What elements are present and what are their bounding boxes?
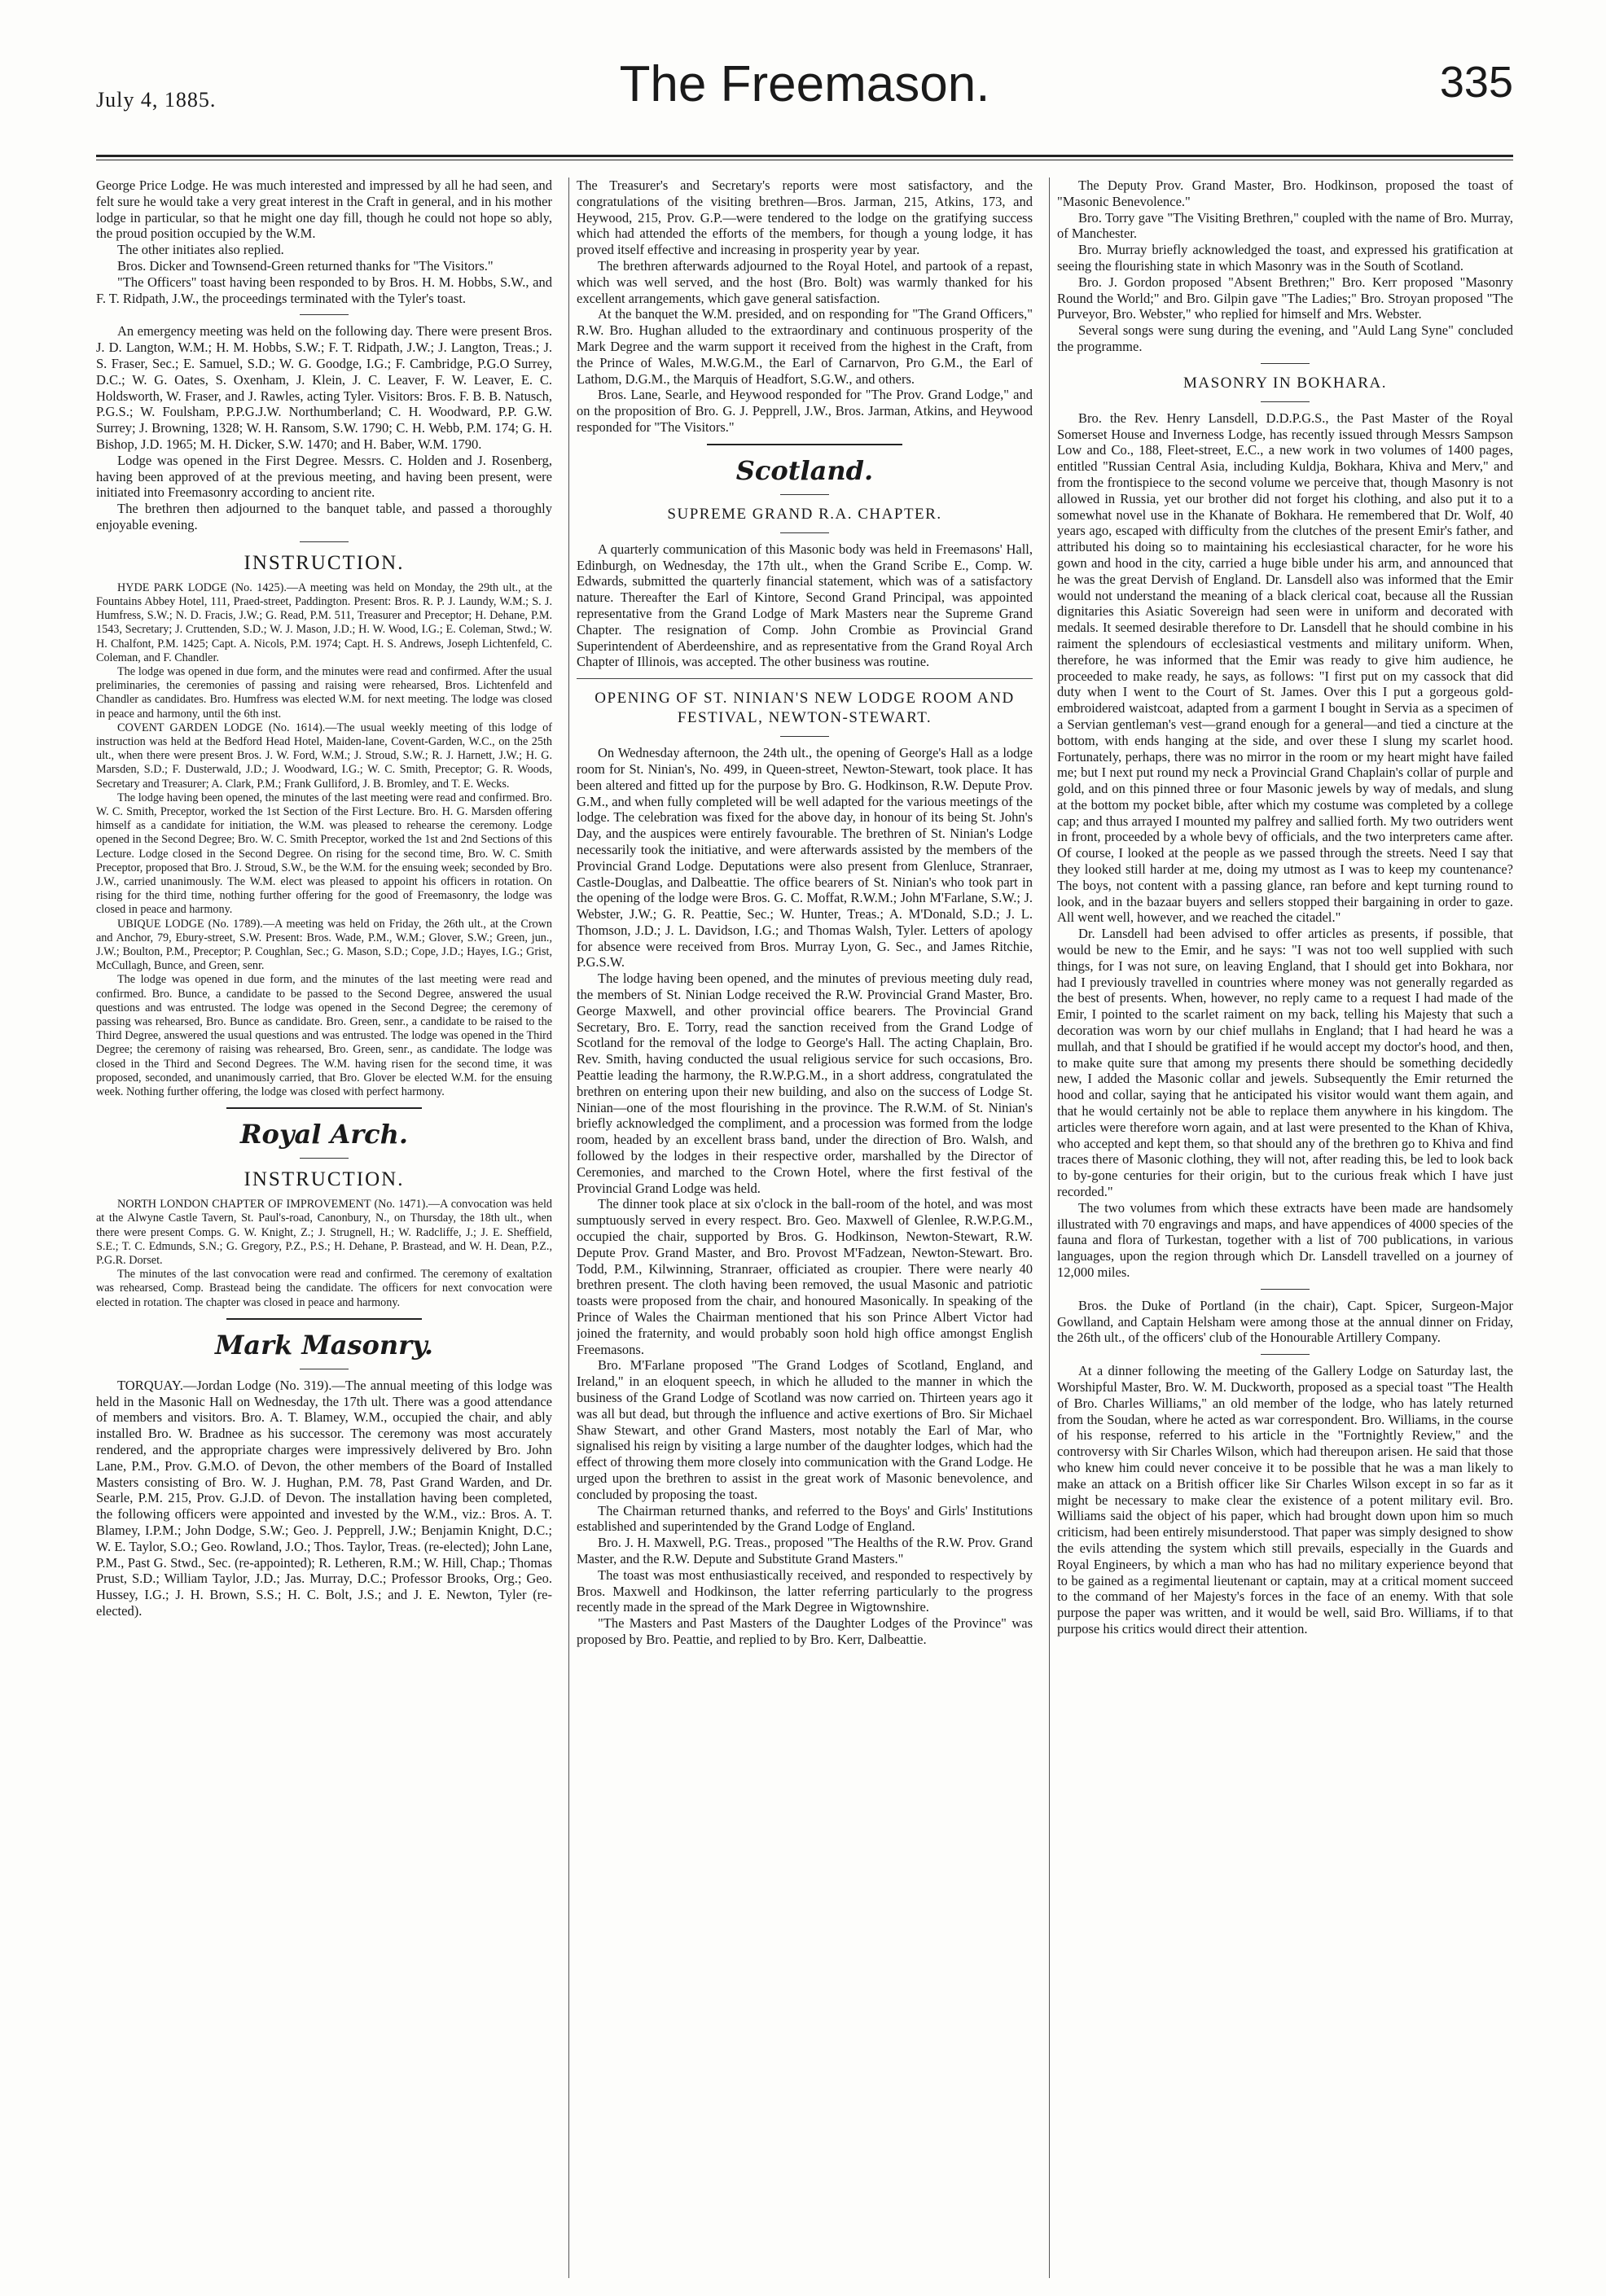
issue-date: July 4, 1885. — [96, 88, 217, 112]
paragraph: Bros. Dicker and Townsend-Green returned thanks for "The Visitors." — [117, 257, 494, 274]
report-paragraph: HYDE PARK LODGE (No. 1425).—A meeting was held on Monday, the 29th ult., at the Fountains Abbey Hotel, 111, Praed-street, Paddington. Present: Bros. R. P. J. Laundy, W.M.; S. J. Humfress, S.W.; N. D. Fracis, J.W.; G. Read, P.M. 511, Treasurer and Preceptor; H. Dehane, P.M. 1543, Secretary; J. Cruttenden, S.D.; W. J. Mason, J.D.; H. W. Wood, I.G.; E. Coleman, Stwd.; W. H. Chalfont, P.M. 1425; Capt. A. Nicols, P.M. 1974; Capt. H. S. Andrews, Joseph Lichtenfeld, C. Coleman, and F. Chandler. — [96, 581, 552, 664]
divider — [577, 678, 1033, 679]
paragraph: The brethren then adjourned to the banquet table, and passed a thoroughly enjoyable evening. — [96, 501, 552, 532]
paragraph: Bro. the Rev. Henry Lansdell, D.D.P.G.S., the Past Master of the Royal Somerset House and Inverness Lodge, has recently issued through Messrs Sampson Low and Co., 188, Fleet-street, E.C., a new work in two volumes of 1400 pages, entitled "Russian Central Asia, including Kuldja, Bokhara, Khiva and Merv," and from the frontispiece to the second volume we perceive that, though Masonry is not allowed in Russia, yet our brother did not forget his clothing, and also put it to a somewhat novel use in the Khanate of Bokhara. He remembered that Dr. Wolf, 40 years ago, escaped with difficulty from the clutches of the present Emir's father, and attributed his doing so to maintaining his ecclesiastical character, for he wore his gown and hood in the city, carried a huge bible under his arm, and announced that he was the great Dervish of England. Dr. Lansdell also was informed that the Emir would not understand the meaning of a black clerical coat, because all the Russian dignitaries this Asiatic Sovereign had seen were in uniform and decorated with medals. It seemed desirable therefore to Dr. Lansdell that he should combine in his raiment the splendours of ecclesiastical vestments and military uniform. When, therefore, he was informed that the Emir was ready to give him audience, he proceeded to make ready, he says, as follows: "I first put on my cassock that did duty when I went to the Court of St. James. Over this I put a gorgeous gold-embroidered waistcoat, adapted from a garment I bought in Servia as a specimen of a Servian gentleman's vest—grand enough for a general—and tied a cincture at the bottom, with ends hanging at the side, and over these I slung my scarlet hood. Fortunately, perhaps, there was no mirror in the room or my heart might have failed me; but I next put round my neck a Provincial Grand Chaplain's collar of purple and gold, and on this pinned three or four Masonic jewels by way of medals, and slung at the bottom my pocket bible, after which my costume was completed by a college cap; and thus arrayed I mounted my palfrey and sallied forth. My two outriders went in front, proceeded by a whole bevy of officials, and the two interpreters came after. Of course, I looked at the people as we passed through the streets. Need I say that they looked still harder at me, doing my utmost as I was to keep my countenance? The boys, not content with a passing glance, ran before and kept turning round to look, and in the bazaar buyers and sellers stopped their bargaining in order to gaze. All went well, however, and we reached the citadel." — [1057, 410, 1513, 926]
section-heading-royal-arch: Royal Arch. — [239, 1119, 409, 1150]
paragraph: George Price Lodge. He was much interested and impressed by all he had seen, and felt sure he would take a very great interest in the Craft in general, and in his mother lodge in particular, so that he might one day fill, though he could not hope so ably, the proud position occupied by the W.M. — [96, 177, 552, 242]
divider — [226, 1107, 422, 1109]
divider — [707, 444, 902, 445]
paragraph: A quarterly communication of this Masonic body was held in Freemasons' Hall, Edinburgh, on Wednesday, the 17th ult., when the Grand Scribe E., Comp. W. Edwards, submitted the quarterly financial statement, which was of a satisfactory nature. Thereafter the Earl of Kintore, Second Grand Principal, was appointed representative from the Grand Lodge of Mark Masters near the Supreme Grand Chapter. The resignation of Comp. John Crombie as Provincial Grand Superintendent of Aberdeenshire, and as representative from the Grand Royal Arch Chapter of Illinois, was accepted. The other business was routine. — [577, 541, 1033, 670]
paragraph: Bro. J. H. Maxwell, P.G. Treas., proposed "The Healths of the R.W. Prov. Grand Master, and the R.W. Depute and Substitute Grand Masters." — [577, 1535, 1033, 1566]
paragraph: The toast was most enthusiastically received, and responded to respectively by Bros. Maxwell and Hodkinson, the latter referring particularly to the progress recently made in the spread of the Mark Degree in Wigtownshire. — [577, 1566, 1033, 1615]
divider — [300, 314, 349, 315]
paragraph: The brethren afterwards adjourned to the Royal Hotel, and partook of a repast, which was well served, and the host (Bro. Bolt) was warmly thanked for his excellent arrangements, which gave general satisfaction. — [577, 257, 1033, 306]
paragraph: The Treasurer's and Secretary's reports were most satisfactory, and the congratulations of the visiting brethren—Bros. Jarman, 215, Atkins, 173, and Heywood, 215, Prov. G.P.—were tendered to the lodge on the gratifying success which had attended the efforts of the members, for though a young lodge, it has proved itself effective and increasing in prosperity year by year. — [577, 177, 1033, 258]
divider — [1261, 401, 1310, 402]
paragraph: The two volumes from which these extracts have been made are handsomely illustrated with 70 engravings and maps, and have appendices of 4000 species of the fauna and flora of Turkestan, together with a list of 700 publications, in various languages, upon the region through which Dr. Lansdell travelled on a journey of 12,000 miles. — [1057, 1199, 1513, 1280]
paragraph: "The Masters and Past Masters of the Daughter Lodges of the Province" was proposed by Bro. Peattie, and replied to by Bro. Kerr, Dalbeattie. — [577, 1615, 1033, 1647]
paragraph: TORQUAY.—Jordan Lodge (No. 319).—The annual meeting of this lodge was held in the Masonic Hall on Wednesday, the 17th ult. There was a good attendance of members and visitors. Bro. A. T. Blamey, W.M., occupied the chair, and ably installed Bro. W. Bradnee as his successor. The ceremony was most accurately rendered, and the appropriate charges were impressively delivered by Bro. John Lane, P.M., Prov. G.M.O. of Devon, the other members of the Board of Installed Masters consisting of Bro. W. J. Hughan, P.M. 78, Past Grand Warden, and Dr. Searle, P.M. 215, Prov. G.J.D. of Devon. The installation having been completed, the following officers were appointed and invested by the W.M., viz.: Bros. A. T. Blamey, I.P.M.; John Dodge, S.W.; Geo. J. Pepprell, J.W.; Benjamin Knight, D.C.; W. E. Taylor, S.O.; Geo. Rowland, J.O.; Thos. Taylor, Treas. (re-elected); John Lane, P.M., Past G. Stwd., Sec. (re-appointed); R. Letheren, R.M.; W. Hill, Chap.; Thomas Prust, S.D.; William Taylor, J.D.; Jas. Murray, D.C.; Professor Brooks, Org.; Geo. Hussey, I.G.; J. H. Brown, S.S.; H. C. Bolt, J.S.; and J. E. Newton, Tyler (re-elected). — [96, 1377, 552, 1619]
divider — [226, 1318, 422, 1320]
paragraph: An emergency meeting was held on the following day. There were present Bros. J. D. Langton, W.M.; H. M. Hobbs, S.W.; F. T. Ridpath, J.W.; J. Langton, Treas.; J. S. Fraser, Sec.; E. Samuel, S.D.; W. G. Goodge, I.G.; F. Cambridge, P.G.O Surrey, D.C.; W. G. Oates, S. Oxenham, J. Klein, J. C. Leaver, F. W. Leaver, E. C. Holdsworth, W. Fraser, and J. Rawles, acting Tyler. Visitors: Bros. F. B. B. Natusch, P.G.S.; W. Foulsham, P.P.G.J.W. Northumberland; C. H. Woodward, P.P. G.W. Surrey; J. Browning, 1328; W. H. Ransom, S.W. 1790; C. H. Webb, P.M. 174; G. H. Bishop, J.D. 1965; M. H. Dicker, S.W. 1470; and H. Baber, W.M. 1790. — [96, 323, 552, 452]
column-1 — [96, 177, 552, 2278]
divider — [1261, 1354, 1310, 1355]
divider — [300, 541, 349, 542]
divider — [1261, 1289, 1310, 1290]
masthead — [96, 49, 1513, 122]
column-2 — [577, 177, 1033, 2278]
paragraph: Bro. M'Farlane proposed "The Grand Lodges of Scotland, England, and Ireland," in an eloquent speech, in which he alluded to the manner in which the business of the Grand Lodge of Scotland was now carried on. Thirteen years ago it was all but dead, but through the influence and active exertions of Bro. Sir Michael Shaw Stewart, and other Grand Masters, most notably the Earl of Mar, who signalised his reign by visiting a large number of the daughter lodges, which had the effect of throwing them more closely into communication with the Grand Lodge. He urged upon the brethren to assist in the great work of Masonic benevolence, and concluded by proposing the toast. — [577, 1357, 1033, 1502]
report-paragraph: UBIQUE LODGE (No. 1789).—A meeting was held on Friday, the 26th ult., at the Crown and Anchor, 79, Ebury-street, S.W. Present: Bros. Wade, P.M., W.M.; Glover, S.W.; Green, jun., J.W.; Boulton, P.M., Preceptor; P. Coughlan, Sec.; G. Mason, S.D.; Cope, J.D.; Hayes, I.G.; Grist, McCullagh, Bunce, and Green, senr. — [96, 917, 552, 973]
page-number: 335 — [1439, 58, 1513, 107]
article-heading: OPENING OF ST. NINIAN'S NEW LODGE ROOM AND FESTIVAL, NEWTON-STEWART. — [595, 690, 1015, 727]
paragraph: The lodge having been opened, and the minutes of previous meeting duly read, the members of St. Ninian Lodge received the R.W. Provincial Grand Master, Bro. George Maxwell, and other provincial office bearers. The Provincial Grand Secretary, Bro. E. Torry, read the sanction received from the Grand Lodge of Scotland for the removal of the lodge to George's Hall. The acting Chaplain, Bro. Rev. Smith, having conducted the usual religious service for such occasions, Bro. Peattie leading the harmony, the R.W.P.G.M., in a short address, congratulated the brethren on entering upon their new building, and also on the success of Lodge St. Ninian—one of the most flourishing in the province. The R.W.M. of St. Ninian's briefly acknowledged the compliment, and a procession was formed from the lodge room, headed by an excellent brass band, under the direction of Bro. Walsh, and followed by the lodges in their respective order, marshalled by the Director of Ceremonies, and marched to the Crown Hotel, where the first festival of the Provincial Grand Lodge was held. — [577, 971, 1033, 1196]
report-paragraph: The lodge was opened in due form, and the minutes of the last meeting were read and confirmed. Bro. Bunce, a candidate to be passed to the Second Degree, answered the usual questions and was entrusted. The lodge was opened in the Second Degree; the ceremony of passing was rehearsed, Bro. Bunce as candidate. Bro. Green, senr., a candidate to be raised to the Third Degree, answered the usual questions and was entrusted. The lodge was opened in the Third Degree; the ceremony of raising was rehearsed, Bro. Green, senr., as candidate. The lodge was closed in the Third and Second Degrees. The W.M. having risen for the second time, it was proposed, seconded, and unanimously carried, that Bro. Glover be elected W.M. for the ensuing week. Nothing further offering, the lodge was closed with perfect harmony. — [96, 973, 552, 1099]
section-heading-instruction: INSTRUCTION. — [244, 1168, 405, 1191]
paragraph: Bro. Torry gave "The Visiting Brethren," coupled with the name of Bro. Murray, of Manchester. — [1057, 209, 1513, 242]
section-heading-instruction: INSTRUCTION. — [244, 551, 405, 574]
report-paragraph: COVENT GARDEN LODGE (No. 1614).—The usual weekly meeting of this lodge of instruction was held at the Bedford Head Hotel, Maiden-lane, Covent-Garden, W.C., on the 25th ult., when there were present Bros. J. W. Ford, W.M.; J. Stroud, S.W.; R. J. Harnett, J.W.; H. G. Marsden, S.D.; F. Dusterwald, J.D.; J. Woodward, I.G.; W. C. Smith, Preceptor; G. R. Woods, Secretary and Treasurer; A. Clark, P.M.; Frank Gulliford, J. B. Bromley, and T. E. Wecks. — [96, 721, 552, 791]
paragraph: The Chairman returned thanks, and referred to the Boys' and Girls' Institutions established and superintended by the Grand Lodge of England. — [577, 1502, 1033, 1535]
paragraph: At a dinner following the meeting of the Gallery Lodge on Saturday last, the Worshipful Master, Bro. W. M. Duckworth, proposed as a special toast "The Health of Bro. Charles Williams," an old member of the lodge, who has lately returned from the Soudan, where he acted as war correspondent. Bro. Williams, in the course of his response, referred to his article in the "Fortnightly Review," and the controversy with Sir Charles Wilson, which had thereupon arisen. He said that those who knew him could never conceive it to be possible that he was a man likely to make an attack on a British officer like Sir Charles Wilson except in so far as it might be necessary to make clear the existence of a potent military evil. Bro. Williams said the object of his paper, which had brought down upon him so much criticism, had been entirely misunderstood. That paper was simply designed to show the evils attending the system which still prevails, especially in the Guards and Royal Engineers, by which a man who has had no military experience beyond that to be gained as a regimental lieutenant or captain, may at a critical moment succeed to the command of her Majesty's forces in the face of an enemy. With that sole purpose the paper was written, and it would be well, said Bro. Williams, if to that purpose his critics would direct their attention. — [1057, 1363, 1513, 1637]
paragraph: Lodge was opened in the First Degree. Messrs. C. Holden and J. Rosenberg, having been approved of at the previous meeting, and having been present, were initiated into Freemasonry according to ancient rite. — [96, 452, 552, 501]
paragraph: The other initiates also replied. — [117, 242, 284, 258]
report-paragraph: NORTH LONDON CHAPTER OF IMPROVEMENT (No. 1471).—A convocation was held at the Alwyne Castle Tavern, St. Paul's-road, Canonbury, N., on Thursday, the 18th ult., when there were present Comps. G. W. Knight, Z.; J. Strugnell, H.; W. Radcliffe, J.; J. E. Sheffield, S.E.; T. C. Edmunds, S.N.; G. Gregory, P.Z., P.S.; H. Dehane, P. Brastead, and W. H. Dean, P.Z., P.G.R. Dorset. — [96, 1198, 552, 1268]
divider — [780, 532, 829, 533]
paragraph: Bro. J. Gordon proposed "Absent Brethren;" Bro. Kerr proposed "Masonry Round the World;" and Bro. Gilpin gave "The Ladies;" Bro. Stroyan proposed "The Purveyor, Bro. Webster," who replied for himself and Mrs. Webster. — [1057, 274, 1513, 322]
divider — [780, 736, 829, 737]
paragraph: Dr. Lansdell had been advised to offer articles as presents, if possible, that would be new to the Emir, and he says: "I was not too well supplied with such things, for I was not sure, on leaving England, that I should get into Bokhara, nor had I previously travelled in countries where money was not generally regarded as the best of presents. When, however, no reply came to a request I had made of the Emir, I pointed to the scarlet raiment on my back, telling his Majesty that such a decoration was worn by our chief mullahs in England; that I had heard he was a mullah, and that I should be gratified if he would accept my doctor's hood, and then, to make quite sure that among my presents there should be something decidedly new, I added the Masonic collar and jewels. Subsequently the Emir returned the hood and collar, saying that he anticipated his visitor would want them again, and that he would certainly not be able to replace them anywhere in his kingdom. The articles were therefore worn again, and at last were presented to the Khan of Khiva, who accepted and kept them, so that should any of the brethren go to Khiva and find traces there of Masonic clothing, they will not, after reading this, be led to look back to by-gone centuries for their origin, but to the curious freak which I have just recorded." — [1057, 926, 1513, 1200]
column-3 — [1057, 177, 1513, 2278]
paragraph: Bros. Lane, Searle, and Heywood responded for "The Prov. Grand Lodge," and on the proposition of Bro. G. J. Pepprell, J.W., Bros. Jarman, Atkins, and Heywood responded for "The Visitors." — [577, 387, 1033, 435]
divider — [780, 494, 829, 495]
section-heading-mark-masonry: Mark Masonry. — [214, 1329, 434, 1361]
paragraph: The dinner took place at six o'clock in the ball-room of the hotel, and was most sumptuously served in every respect. Bro. Geo. Maxwell of Glenlee, R.W.P.G.M., occupied the chair, supported by Bros. G. Hodkinson, Newton-Stewart, R.W. Depute Prov. Grand Master, and Bro. Provost M'Fadzean, Newton-Stewart. Bro. Todd, P.M., Kilwinning, Stranraer, officiated as croupier. There were nearly 40 brethren present. The cloth having been removed, the usual Masonic and patriotic toasts were proposed from the chair, and honoured Masonically. In speaking of the Prince of Wales the Chairman mentioned that his son Prince Albert Victor had joined the fraternity, and would probably soon hold high office amongst English Freemasons. — [577, 1196, 1033, 1357]
masthead-rule — [96, 155, 1513, 157]
article-heading: SUPREME GRAND R.A. CHAPTER. — [667, 505, 942, 523]
paragraph: The Deputy Prov. Grand Master, Bro. Hodkinson, proposed the toast of "Masonic Benevolence." — [1057, 177, 1513, 209]
paragraph: "The Officers" toast having been responded to by Bros. H. M. Hobbs, S.W., and F. T. Ridpath, J.W., the proceedings terminated with the Tyler's toast. — [96, 274, 552, 306]
report-paragraph: The lodge having been opened, the minutes of the last meeting were read and confirmed. Bro. W. C. Smith, Preceptor, worked the 1st Section of the First Lecture. Bro. H. G. Marsden offering himself as a candidate for initiation, the W.M. was pleased to rehearse the ceremony. Lodge opened in the Second Degree; Bro. W. C. Smith Preceptor, worked the 1st and 2nd Sections of this Lecture. Lodge closed in the Second Degree. On rising for the second time, Bro. W. C. Smith Preceptor, proposed that Bro. J. Stroud, S.W., be the W.M. for the ensuing week; seconded by Bro. J.W., carried unanimously. The W.M. elect was pleased to appoint his officers in rotation. On rising for the third time, nothing further offering for the good of Freemasonry, the lodge was closed in peace and harmony. — [96, 791, 552, 917]
section-heading-scotland: Scotland. — [735, 454, 874, 486]
paragraph: At the banquet the W.M. presided, and on responding for "The Grand Officers," R.W. Bro. Hughan alluded to the extraordinary and continuous prosperity of the Mark Degree and the warm support it received from the highest in the Craft, from the Prince of Wales, M.W.G.M., the Earl of Carnarvon, Pro G.M., the Earl of Lathom, D.G.M., the Marquis of Headfort, S.G.W., and others. — [577, 306, 1033, 387]
newspaper-title: The Freemason. — [619, 56, 990, 112]
paragraph: Bros. the Duke of Portland (in the chair), Capt. Spicer, Surgeon-Major Gowlland, and Captain Helsham were among those at the annual dinner on Friday, the 26th ult., of the officers' club of the Honourable Artillery Company. — [1057, 1297, 1513, 1346]
paragraph: Bro. Murray briefly acknowledged the toast, and expressed his gratification at seeing the flourishing state in which Masonry was in the South of Scotland. — [1057, 242, 1513, 274]
divider — [300, 1158, 349, 1159]
article-heading: MASONRY IN BOKHARA. — [1183, 374, 1387, 392]
report-paragraph: The minutes of the last convocation were read and confirmed. The ceremony of exaltation was rehearsed, Comp. Brastead being the candidate. The officers for next convocation were elected in rotation. The chapter was closed in peace and harmony. — [96, 1268, 552, 1309]
divider — [1261, 363, 1310, 364]
paragraph: Several songs were sung during the evening, and "Auld Lang Syne" concluded the programme. — [1057, 322, 1513, 354]
column-divider — [568, 177, 569, 2278]
report-paragraph: The lodge was opened in due form, and the minutes were read and confirmed. After the usual preliminaries, the ceremonies of passing and raising were rehearsed, Bros. Lichtenfeld and Chandler as candidates. Bro. Humfress was elected W.M. for next meeting. The lodge was closed in peace and harmony, until the 6th inst. — [96, 664, 552, 721]
column-divider — [1049, 177, 1050, 2278]
paragraph: On Wednesday afternoon, the 24th ult., the opening of George's Hall as a lodge room for St. Ninian's, No. 499, in Queen-street, Newton-Stewart, took place. It has been altered and fitted up for the purpose by Bro. G. Hodkinson, R.W. Depute Prov. G.M., and when fully completed will be well adapted for the various meetings of the lodge. The celebration was fixed for the above day, in honour of its being St. John's Day, and the auspices were entirely favourable. The brethren of St. Ninian's Lodge necessarily took the initiative, and were afterwards assisted by the members of the Provincial Grand Lodge. Deputations were also present from Glenluce, Stranraer, Castle-Douglas, and Dalbeattie. The office bearers of St. Ninian's who took part in the opening of the lodge were Bros. G. C. Moffat, R.W.M.; John M'Farlane, S.W.; J. Webster, J.W.; G. R. Peattie, Sec.; W. Hunter, Treas.; A. M'Donald, S.D.; J. L. Thomson, J.D.; J. L. Davidson, I.G.; and Thomas Walsh, Tyler. Letters of apology for absence were received from Bros. Murray Lyon, G. Sec., and James Ritchie, P.G.S.W. — [577, 745, 1033, 971]
